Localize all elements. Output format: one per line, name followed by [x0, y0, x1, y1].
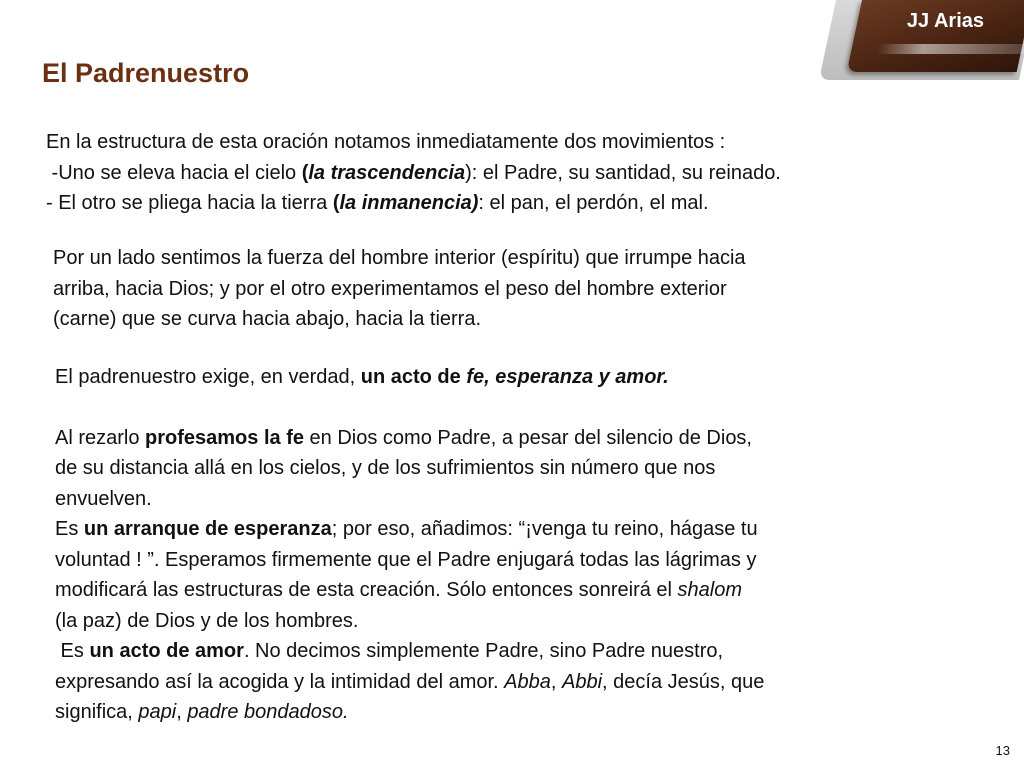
interior-exterior-paragraph: [53, 243, 953, 335]
text: Es: [55, 518, 84, 540]
slide-title: El Padrenuestro: [42, 58, 250, 88]
emphasis: papi: [138, 701, 177, 723]
intro-block: [46, 127, 1016, 219]
emphasis: Abbi: [562, 670, 603, 693]
fe-line: [55, 423, 985, 454]
text: Es: [55, 640, 90, 662]
text: Al rezarlo: [55, 426, 146, 449]
spacer: [55, 393, 985, 423]
bold-text: un acto de: [360, 366, 467, 388]
text: -Uno se eleva hacia el cielo: [46, 161, 302, 184]
bold-emphasis: fe, esperanza y amor.: [466, 366, 669, 388]
emphasis: Abba: [504, 670, 551, 693]
faith-hope-love-paragraph: [55, 362, 985, 728]
amor-line: [55, 667, 985, 698]
text: modificará las estructuras de esta creación. Sólo entonces sonreirá el: [55, 579, 678, 601]
text: En la estructura de esta oración notamos inmediatamente dos movimientos :: [46, 131, 726, 153]
emphasis: shalom: [677, 579, 743, 601]
intro-line: [46, 158, 1016, 189]
text: El padrenuestro exige, en verdad,: [55, 366, 361, 388]
intro-line: [46, 127, 1016, 158]
text: , decía Jesús, que: [602, 670, 765, 693]
paren: (: [332, 192, 340, 214]
text-line: (carne) que se curva hacia abajo, hacia la tierra.: [53, 308, 482, 330]
text: significa,: [55, 701, 139, 723]
exige-line: [55, 362, 985, 393]
text-line: arriba, hacia Dios; y por el otro experimentamos el peso del hombre exterior: [53, 277, 727, 300]
bold-text: profesamos la fe: [145, 426, 304, 449]
amor-line: [55, 636, 985, 667]
text: ): el Padre, su santidad, su reinado.: [465, 161, 781, 184]
text: ,: [550, 670, 562, 693]
text: en Dios como Padre, a pesar del silencio de Dios,: [303, 426, 752, 449]
text: ,: [176, 701, 188, 723]
page-number: 13: [995, 743, 1010, 758]
text: ; por eso, añadimos: “¡venga tu reino, hágase tu: [331, 518, 758, 540]
esp-line: [55, 514, 985, 545]
emphasis: padre bondadoso.: [187, 701, 349, 723]
bold-text: un acto de amor: [89, 640, 244, 662]
intro-line: [46, 188, 1016, 219]
bold-text: un arranque de esperanza: [83, 518, 332, 540]
amor-line: [55, 697, 985, 728]
text: : el pan, el perdón, el mal.: [478, 192, 709, 214]
fe-line: de su distancia allá en los cielos, y de los sufrimientos sin número que nos: [55, 457, 716, 479]
text: - El otro se pliega hacia la tierra: [46, 192, 333, 214]
esp-line: [55, 575, 985, 606]
emphasis: la trascendencia: [308, 161, 466, 184]
emphasis: la inmanencia): [339, 192, 479, 214]
text: expresando así la acogida y la intimidad del amor.: [55, 670, 505, 693]
paren: (: [301, 161, 309, 184]
esp-line: (la paz) de Dios y de los hombres.: [55, 609, 359, 632]
author-label: JJ Arias: [906, 10, 984, 32]
banner-highlight: [877, 44, 1024, 54]
fe-line: envuelven.: [55, 487, 152, 510]
text-line: Por un lado sentimos la fuerza del hombre interior (espíritu) que irrumpe hacia: [53, 247, 746, 269]
text: . No decimos simplemente Padre, sino Padre nuestro,: [243, 640, 724, 662]
esp-line: voluntad ! ”. Esperamos firmemente que el Padre enjugará todas las lágrimas y: [55, 548, 757, 571]
